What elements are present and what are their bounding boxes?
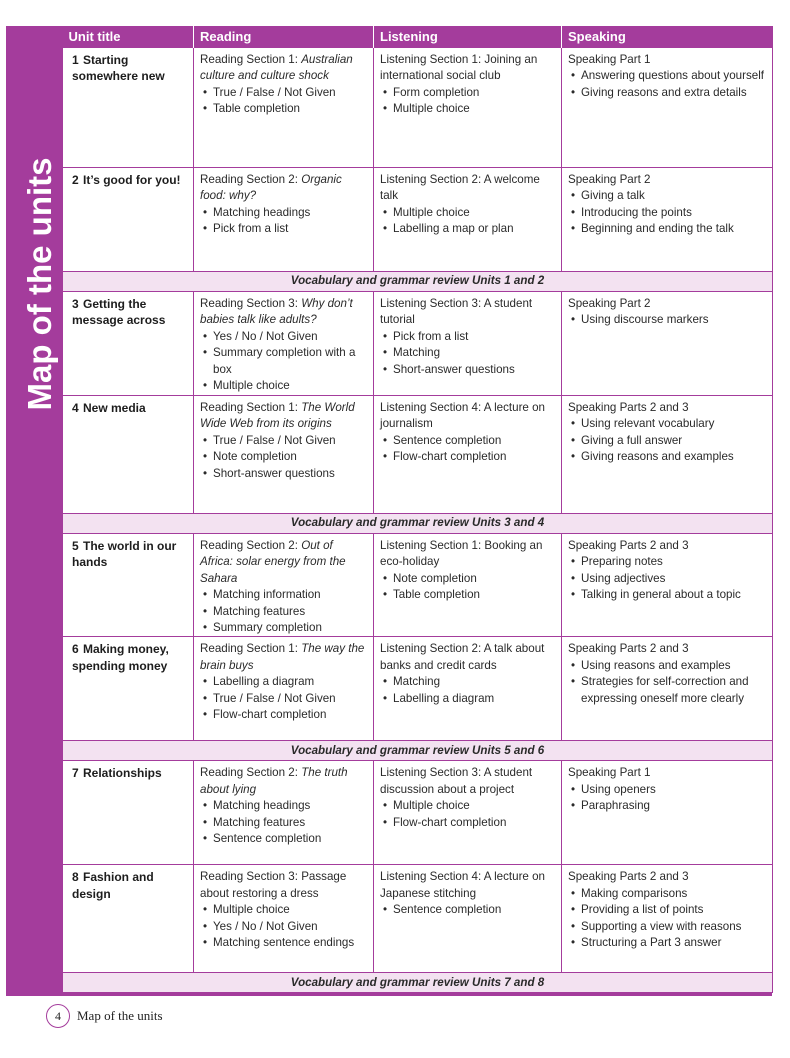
reading-cell [194,168,374,272]
speaking-task-item: • Introducing the points [568,205,766,221]
listening-task-list [380,433,555,466]
table-header-row [63,26,773,48]
reading-task-list [200,674,367,723]
speaking-task-item: • Preparing notes [568,554,766,570]
reading-passage-title: Organic food: why? [200,173,342,203]
listening-cell [374,865,562,973]
speaking-task-item: • Giving reasons and examples [568,449,766,465]
reading-passage-title: Australian culture and culture shock [200,53,353,83]
header-reading: Reading [194,26,374,48]
listening-task-item: • Form completion [380,85,555,101]
speaking-cell [562,168,773,272]
listening-task-item: • Matching [380,345,555,361]
reading-section-title [200,641,367,674]
unit-title: New media [83,401,146,415]
listening-task-item: • Multiple choice [380,101,555,117]
speaking-section-title: Speaking Parts 2 and 3 [568,401,689,414]
reading-passage-title: Why don’t babies talk like adults? [200,297,353,327]
speaking-task-item: • Using openers [568,782,766,798]
reading-task-item: • Note completion [200,449,367,465]
speaking-task-item: • Using adjectives [568,571,766,587]
speaking-task-item: • Using reasons and examples [568,658,766,674]
speaking-section-title: Speaking Part 2 [568,173,651,186]
speaking-task-list [568,658,766,707]
reading-task-item: • Matching headings [200,798,367,814]
speaking-task-item: • Structuring a Part 3 answer [568,935,766,951]
listening-section-title: Listening Section 1: Joining an international social club [380,53,538,83]
unit-row [63,761,773,865]
listening-task-item: • Multiple choice [380,798,555,814]
speaking-task-item: • Making comparisons [568,886,766,902]
speaking-task-item: • Beginning and ending the talk [568,221,766,237]
reading-section-title [200,296,367,329]
review-label: Vocabulary and grammar review Units 3 and 4 [63,514,773,534]
listening-task-list [380,329,555,378]
speaking-task-list [568,416,766,465]
reading-passage-title: Passage about restoring a dress [200,870,347,900]
speaking-task-list [568,68,766,101]
listening-task-item: • Multiple choice [380,205,555,221]
review-label: Vocabulary and grammar review Units 1 and 2 [63,272,773,292]
reading-cell [194,865,374,973]
unit-title: Getting the message across [72,297,166,328]
reading-section-prefix: Reading Section 2: [200,766,302,780]
reading-section-title [200,765,367,798]
unit-row [63,865,773,973]
reading-task-item: • True / False / Not Given [200,433,367,449]
unit-number: 3 [72,297,79,311]
sidebar-band [6,26,62,996]
speaking-task-item: • Using relevant vocabulary [568,416,766,432]
reading-cell [194,48,374,168]
speaking-task-list [568,886,766,952]
reading-task-item: • Multiple choice [200,902,367,918]
speaking-task-item: • Giving a full answer [568,433,766,449]
header-listening: Listening [374,26,562,48]
speaking-section-title: Speaking Part 1 [568,53,651,66]
listening-section-title: Listening Section 2: A talk about banks and credit cards [380,642,545,672]
listening-task-item: • Labelling a map or plan [380,221,555,237]
speaking-task-item: • Giving reasons and extra details [568,85,766,101]
reading-task-item: • Yes / No / Not Given [200,329,367,345]
listening-cell [374,396,562,514]
speaking-task-item: • Providing a list of points [568,902,766,918]
reading-section-prefix: Reading Section 1: [200,642,302,656]
speaking-cell [562,534,773,637]
reading-section-prefix: Reading Section 2: [200,173,302,186]
unit-row [63,48,773,168]
listening-task-list [380,85,555,118]
reading-task-item: • Summary completion with a box [200,345,367,378]
unit-title: Starting somewhere new [72,53,165,84]
reading-task-item: • Matching features [200,815,367,831]
reading-passage-title: The World Wide Web from its origins [200,401,355,431]
speaking-task-item: • Strategies for self-correction and expressing oneself more clearly [568,674,766,707]
speaking-section-title: Speaking Parts 2 and 3 [568,870,689,884]
reading-cell [194,396,374,514]
speaking-section-title: Speaking Part 2 [568,297,651,310]
reading-task-item: • Matching sentence endings [200,935,367,951]
review-row [63,514,773,534]
review-row [63,973,773,993]
reading-task-list [200,798,367,847]
reading-section-prefix: Reading Section 2: [200,539,302,552]
unit-title-cell [63,168,194,272]
listening-task-list [380,571,555,604]
listening-section-title: Listening Section 2: A welcome talk [380,173,540,203]
reading-task-item: • Yes / No / Not Given [200,919,367,935]
unit-number: 2 [72,173,79,187]
listening-cell [374,534,562,637]
speaking-task-list [568,312,766,328]
page-number-badge: 4 [46,1004,70,1028]
reading-section-prefix: Reading Section 3: [200,870,302,884]
speaking-cell [562,48,773,168]
listening-task-item: • Pick from a list [380,329,555,345]
reading-task-item: • Sentence completion [200,831,367,847]
listening-task-item: • Sentence completion [380,902,555,918]
listening-task-list [380,674,555,707]
unit-title-cell [63,292,194,396]
listening-task-item: • Short-answer questions [380,362,555,378]
listening-cell [374,292,562,396]
speaking-task-item: • Paraphrasing [568,798,766,814]
reading-section-prefix: Reading Section 1: [200,53,302,66]
unit-title: Relationships [83,766,162,781]
review-row [63,272,773,292]
reading-cell [194,637,374,741]
reading-section-prefix: Reading Section 1: [200,401,302,414]
unit-title: Making money, spending money [72,642,169,673]
listening-task-list [380,902,555,918]
unit-title-cell [63,534,194,637]
reading-task-item: • Multiple choice [200,378,367,394]
reading-task-item: • Matching headings [200,205,367,221]
reading-cell [194,761,374,865]
reading-section-title [200,52,367,85]
listening-section-title: Listening Section 3: A student tutorial [380,297,533,327]
page-footer [46,1003,163,1029]
listening-section-title: Listening Section 4: A lecture on journalism [380,401,546,431]
unit-row [63,292,773,396]
reading-task-list [200,85,367,118]
reading-task-item: • Table completion [200,101,367,117]
speaking-cell [562,865,773,973]
speaking-cell [562,396,773,514]
reading-task-item: • Pick from a list [200,221,367,237]
speaking-cell [562,761,773,865]
unit-row [63,396,773,514]
speaking-section-title: Speaking Parts 2 and 3 [568,539,689,552]
unit-title-cell [63,396,194,514]
reading-section-title [200,869,367,902]
reading-task-list [200,587,367,636]
unit-number: 8 [72,870,79,885]
sidebar-title: Map of the units [21,157,58,411]
listening-task-item: • Table completion [380,587,555,603]
reading-cell [194,292,374,396]
reading-passage-title: The way the brain buys [200,642,365,672]
speaking-task-item: • Using discourse markers [568,312,766,328]
unit-title-cell [63,865,194,973]
unit-number: 5 [72,539,79,553]
listening-task-list [380,798,555,831]
reading-section-prefix: Reading Section 3: [200,297,302,310]
unit-title: The world in our hands [72,539,177,570]
unit-title: Fashion and design [72,870,154,901]
reading-task-item: • Matching information [200,587,367,603]
speaking-task-list [568,554,766,603]
unit-row [63,534,773,637]
units-table [62,26,773,993]
listening-task-item: • Sentence completion [380,433,555,449]
header-unit-title: Unit title [63,26,194,48]
speaking-task-list [568,782,766,815]
review-label: Vocabulary and grammar review Units 7 and 8 [63,973,773,993]
reading-task-item: • Short-answer questions [200,466,367,482]
reading-task-list [200,329,367,395]
speaking-cell [562,292,773,396]
listening-task-item: • Note completion [380,571,555,587]
unit-number: 4 [72,401,79,415]
speaking-section-title: Speaking Parts 2 and 3 [568,642,689,656]
listening-task-list [380,205,555,238]
unit-title-cell [63,48,194,168]
unit-title: It’s good for you! [83,173,181,187]
listening-task-item: • Flow-chart completion [380,815,555,831]
footer-label: Map of the units [77,1008,163,1023]
speaking-task-item: • Supporting a view with reasons [568,919,766,935]
reading-task-item: • True / False / Not Given [200,85,367,101]
reading-section-title [200,400,367,433]
unit-number: 6 [72,642,79,657]
reading-task-item: • Matching features [200,604,367,620]
reading-task-item: • Summary completion [200,620,367,636]
listening-cell [374,637,562,741]
reading-section-title [200,172,367,205]
reading-section-title [200,538,367,587]
review-row [63,741,773,761]
speaking-task-list [568,188,766,237]
unit-number: 7 [72,766,79,781]
speaking-task-item: • Answering questions about yourself [568,68,766,84]
unit-title-cell [63,761,194,865]
table-body [63,48,773,993]
listening-cell [374,48,562,168]
unit-row [63,168,773,272]
listening-section-title: Listening Section 1: Booking an eco-holiday [380,539,543,569]
units-table-wrapper [62,26,772,996]
listening-cell [374,168,562,272]
reading-task-item: • True / False / Not Given [200,691,367,707]
listening-cell [374,761,562,865]
listening-section-title: Listening Section 4: A lecture on Japanese stitching [380,870,546,900]
reading-passage-title: The truth about lying [200,766,348,796]
listening-section-title: Listening Section 3: A student discussion about a project [380,766,533,796]
review-label: Vocabulary and grammar review Units 5 and 6 [63,741,773,761]
header-speaking: Speaking [562,26,773,48]
listening-task-item: • Flow-chart completion [380,449,555,465]
listening-task-item: • Labelling a diagram [380,691,555,707]
unit-title-cell [63,637,194,741]
unit-number: 1 [72,53,79,67]
reading-task-list [200,205,367,238]
reading-task-item: • Flow-chart completion [200,707,367,723]
reading-task-list [200,433,367,482]
speaking-cell [562,637,773,741]
reading-passage-title: Out of Africa: solar energy from the Sahara [200,539,346,585]
speaking-section-title: Speaking Part 1 [568,766,651,780]
speaking-task-item: • Giving a talk [568,188,766,204]
reading-task-item: • Labelling a diagram [200,674,367,690]
unit-row [63,637,773,741]
listening-task-item: • Matching [380,674,555,690]
reading-task-list [200,902,367,951]
reading-cell [194,534,374,637]
speaking-task-item: • Talking in general about a topic [568,587,766,603]
